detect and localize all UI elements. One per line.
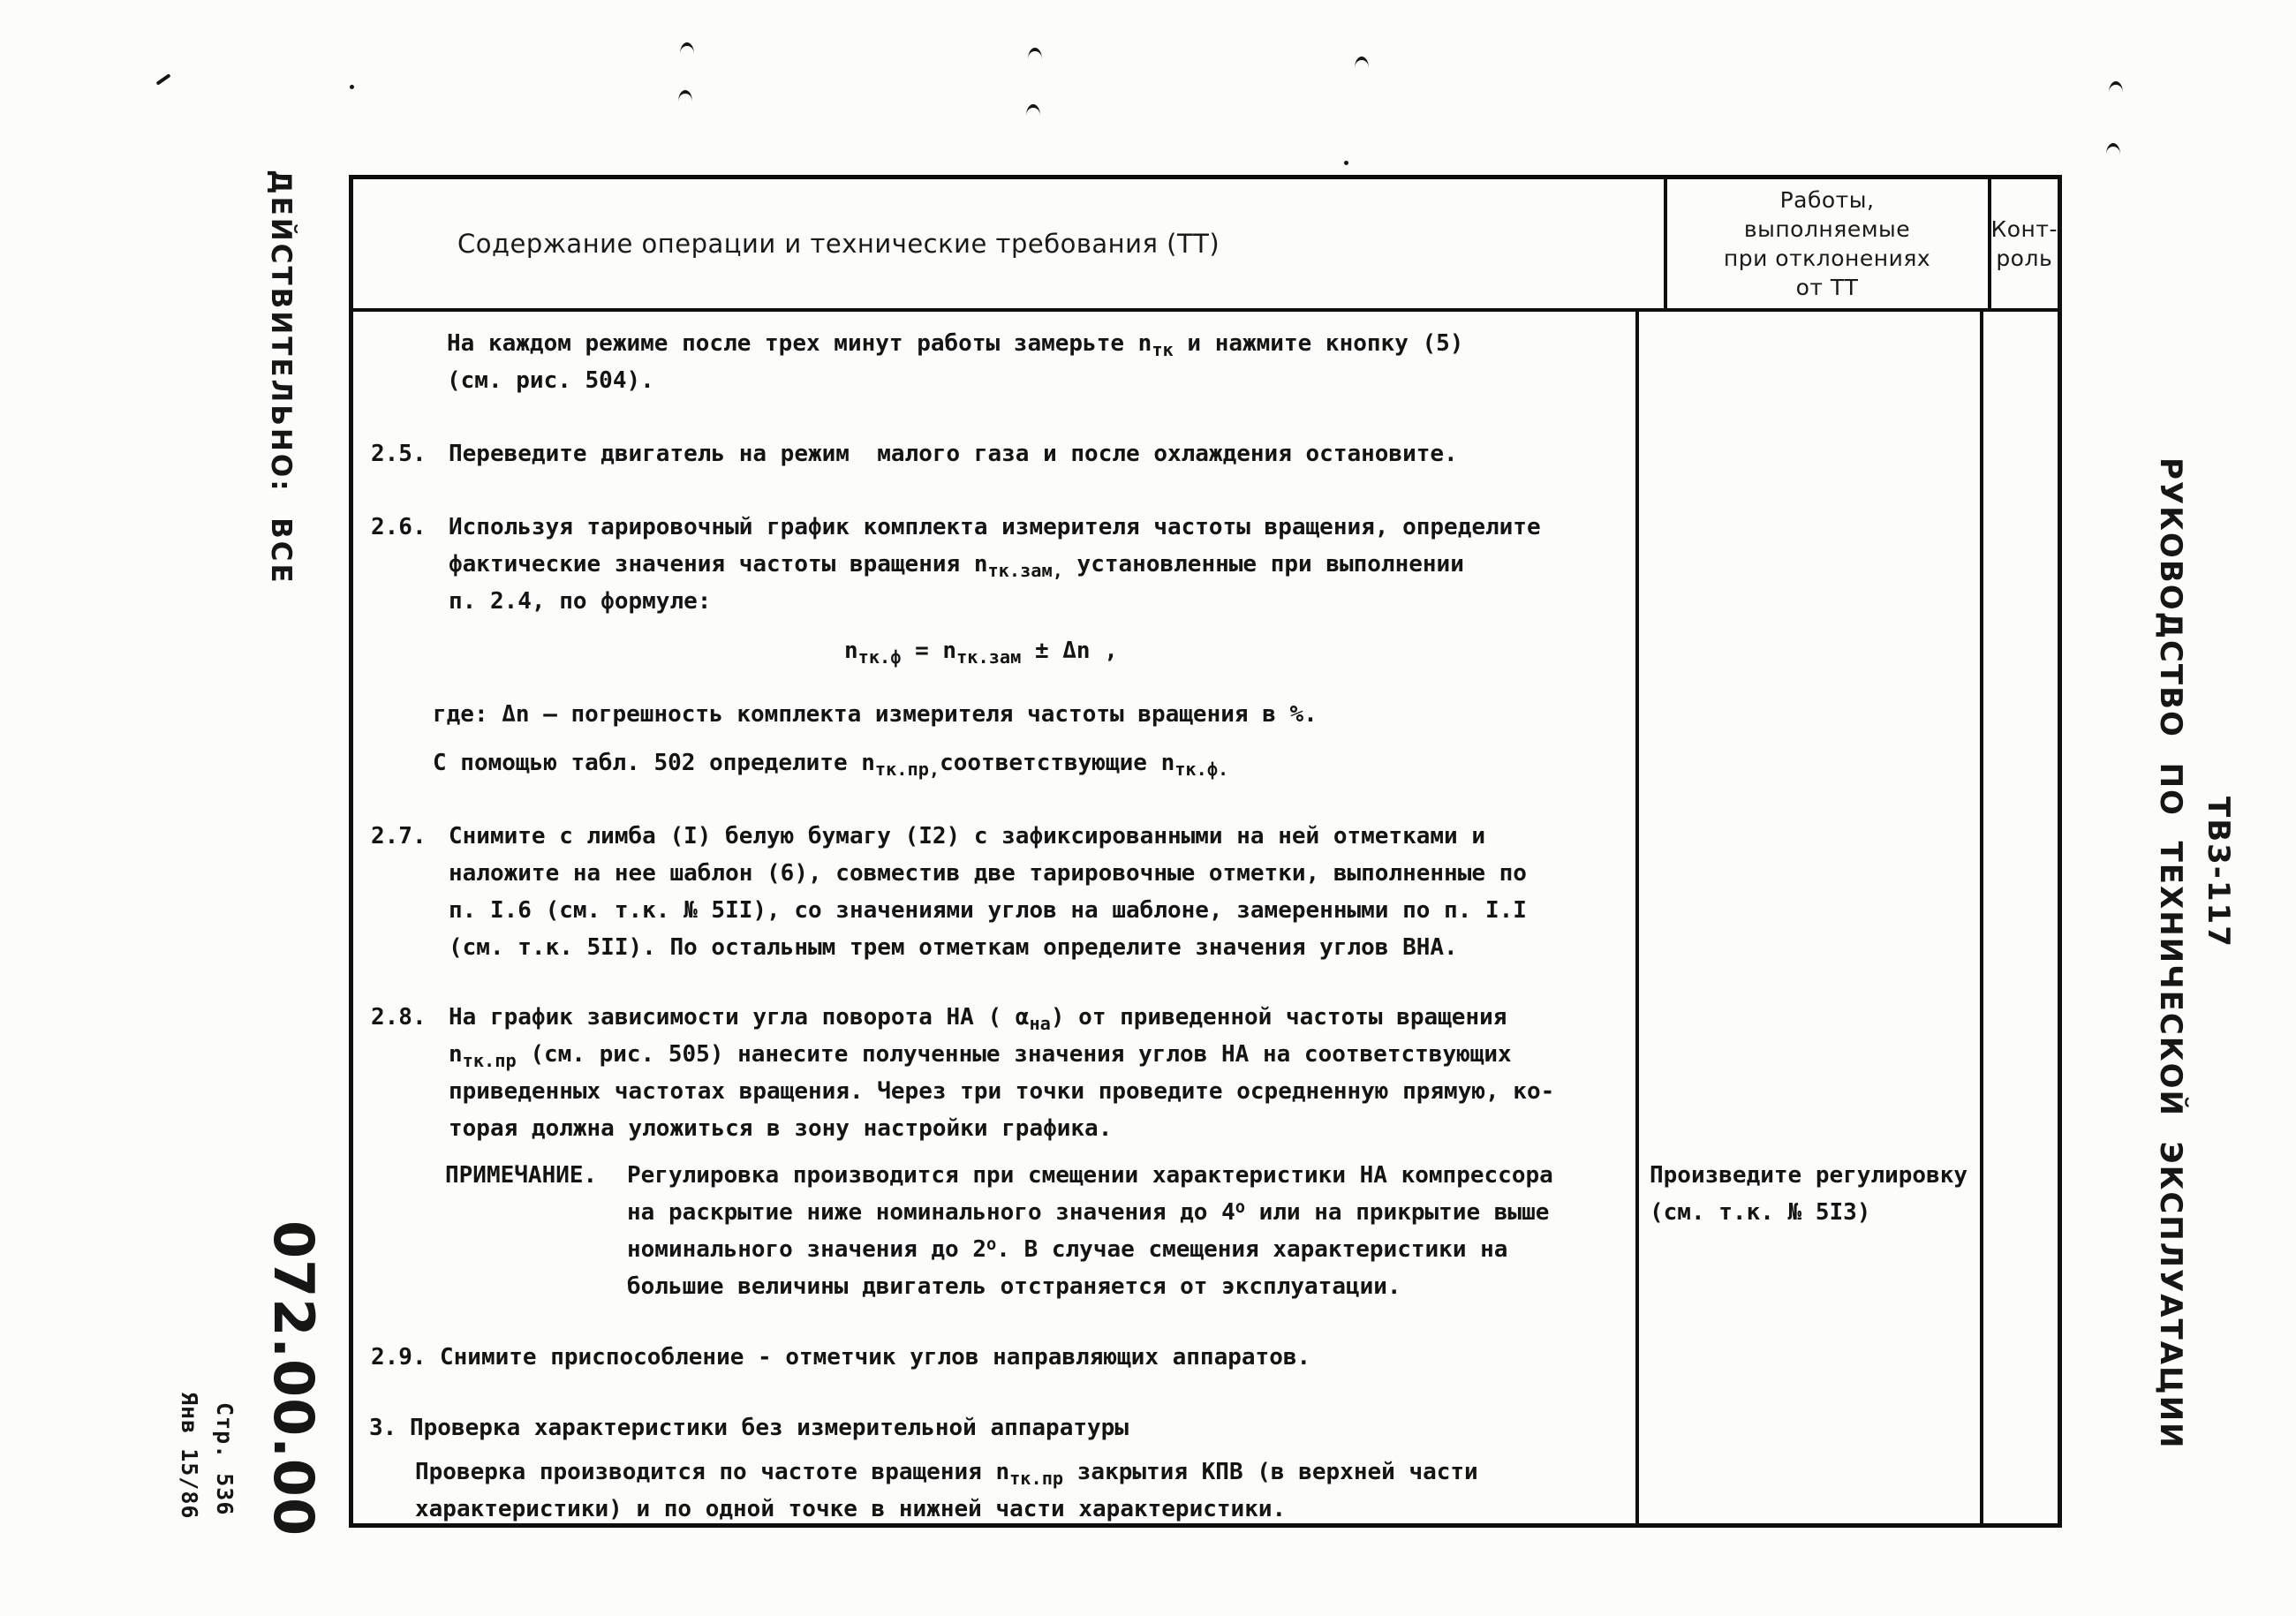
header-line: при отклонениях — [1723, 245, 1931, 271]
scan-artifact — [1344, 161, 1348, 165]
table-502-note — [353, 744, 1630, 782]
formula-legend — [353, 696, 1630, 733]
header-deviation-works-column — [1667, 179, 1991, 308]
operations-cell — [353, 312, 1639, 1523]
scan-artifact — [680, 42, 694, 54]
header-line: роль — [1996, 245, 2053, 271]
scan-artifact — [155, 73, 170, 86]
item-number: 3. — [369, 1415, 397, 1441]
text-line: фактические значения частоты вращения $n_{тк.зам,}$ установленные при выполнении — [449, 551, 1464, 582]
item-number: 2.5. — [371, 441, 427, 467]
item-2-9 — [353, 1339, 1630, 1376]
item-3-title — [353, 1409, 1630, 1446]
text-line: характеристики) и по одной точке в нижней части характеристики. — [415, 1496, 1287, 1522]
header-line: выполняемые — [1743, 216, 1911, 242]
text-line: п. 2.4, по формуле: — [449, 588, 712, 615]
item-number: 2.8. — [371, 1004, 427, 1031]
table-body-row — [353, 312, 2058, 1523]
manual-title: РУКОВОДСТВО ПО ТЕХНИЧЕСКОЙ ЭКСПЛУАТАЦИИ — [2153, 457, 2188, 1450]
operations-table — [349, 175, 2062, 1528]
scan-artifact — [1026, 104, 1040, 116]
text-line: (см. рис. 504). — [447, 367, 654, 394]
item-2-7 — [353, 818, 1630, 966]
text-line: номинального значения до $2^о$. В случае смещения характеристики на — [627, 1235, 1508, 1263]
revision-date: Янв 15/86 — [177, 1392, 202, 1520]
text-line: Регулировка производится при смещении характеристики НА компрессора — [627, 1162, 1553, 1189]
scan-artifact — [2106, 143, 2120, 155]
text-line: Переведите двигатель на режим малого газа и после охлаждения остановите. — [449, 441, 1458, 467]
validity-stamp: ДЕЙСТВИТЕЛЬНО: ВСЕ — [265, 170, 297, 585]
text-line: Снимите приспособление - отметчик углов направляющих аппаратов. — [440, 1344, 1311, 1371]
formula — [353, 632, 1630, 669]
text-line: (см. т.к. № 5I3) — [1650, 1199, 1871, 1226]
text-line: наложите на нее шаблон (6), совместив две тарировочные отметки, выполненные по — [449, 860, 1527, 887]
header-line: Работы, — [1779, 187, 1875, 213]
text-line: п. I.6 (см. т.к. № 5II), со значениями углов на шаблоне, замеренными по п. I.I — [449, 897, 1527, 924]
text-line: Проверка характеристики без измерительной аппаратуры — [410, 1415, 1129, 1441]
text-line: Используя тарировочный график комплекта измерителя частоты вращения, определите — [449, 514, 1541, 540]
item-3-body — [353, 1454, 1630, 1523]
text-line: на раскрытие ниже номинального значения до $4^о$ или на прикрытие выше — [627, 1197, 1550, 1226]
item-number: ПРИМЕЧАНИЕ. — [445, 1162, 598, 1189]
deviation-works-cell — [1639, 312, 1983, 1523]
text-line: С помощью табл. 502 определите $n_{тк.пр,}соответствующие$ $n_{тк.ф.}$ — [433, 750, 1229, 781]
text-line: $n_{тк.ф} = n_{тк.зам} \pm \Delta n$ , — [844, 638, 1118, 668]
text-line: где: Δn – погрешность комплекта измерителя частоты вращения в %. — [433, 701, 1318, 728]
header-operations-label: Содержание операции и технические требования (ТТ) — [457, 229, 1220, 259]
page-number: Стр. 536 — [212, 1402, 238, 1516]
chapter-code: 072.00.00 — [261, 1220, 326, 1537]
item-2-5 — [353, 435, 1630, 472]
header-line: от ТТ — [1795, 275, 1859, 300]
header-operations-column — [353, 179, 1667, 308]
header-control-column — [1991, 179, 2058, 308]
text-line: На каждом режиме после трех минут работы замерьте $n_{тк}$ и нажмите кнопку (5) — [447, 330, 1464, 361]
text-line: (см. т.к. 5II). По остальным трем отметкам определите значения углов ВНА. — [449, 934, 1458, 961]
note-paragraph — [353, 1157, 1630, 1305]
item-number: 2.6. — [371, 514, 427, 540]
text-line: Снимите с лимба (I) белую бумагу (I2) с зафиксированными на ней отметками и — [449, 823, 1485, 850]
text-line: Проверка производится по частоте вращения $n_{тк.пр}$ закрытия КПВ (в верхней части — [415, 1459, 1478, 1490]
deviation-note — [1650, 1157, 1976, 1231]
item-2-8 — [353, 999, 1630, 1147]
scan-artifact — [1355, 57, 1369, 68]
scan-artifact — [350, 85, 354, 89]
text-line: большие величины двигатель отстраняется от эксплуатации. — [627, 1273, 1401, 1300]
control-cell — [1983, 312, 2058, 1523]
text-line: торая должна уложиться в зону настройки графика. — [449, 1115, 1113, 1142]
text-line: Произведите регулировку — [1650, 1162, 1968, 1189]
text-line: На график зависимости угла поворота НА ( $\alpha_{на}$) от приведенной частоты вращения — [449, 1004, 1507, 1035]
scan-artifact — [1028, 48, 1042, 59]
item-2-4-continuation — [353, 325, 1630, 399]
scan-artifact — [678, 90, 692, 102]
item-2-6 — [353, 509, 1630, 620]
item-number: 2.7. — [371, 823, 427, 850]
scan-artifact — [2109, 81, 2123, 93]
text-line: $n_{тк.пр}$ (см. рис. 505) нанесите полученные значения углов НА на соответствующих — [449, 1041, 1512, 1072]
engine-model: ТВ3-117 — [2201, 797, 2236, 948]
text-line: приведенных частотах вращения. Через три точки проведите осредненную прямую, ко- — [449, 1078, 1555, 1105]
header-line: Конт- — [1990, 216, 2058, 242]
table-header-row — [353, 179, 2058, 312]
item-number: 2.9. — [371, 1344, 427, 1371]
